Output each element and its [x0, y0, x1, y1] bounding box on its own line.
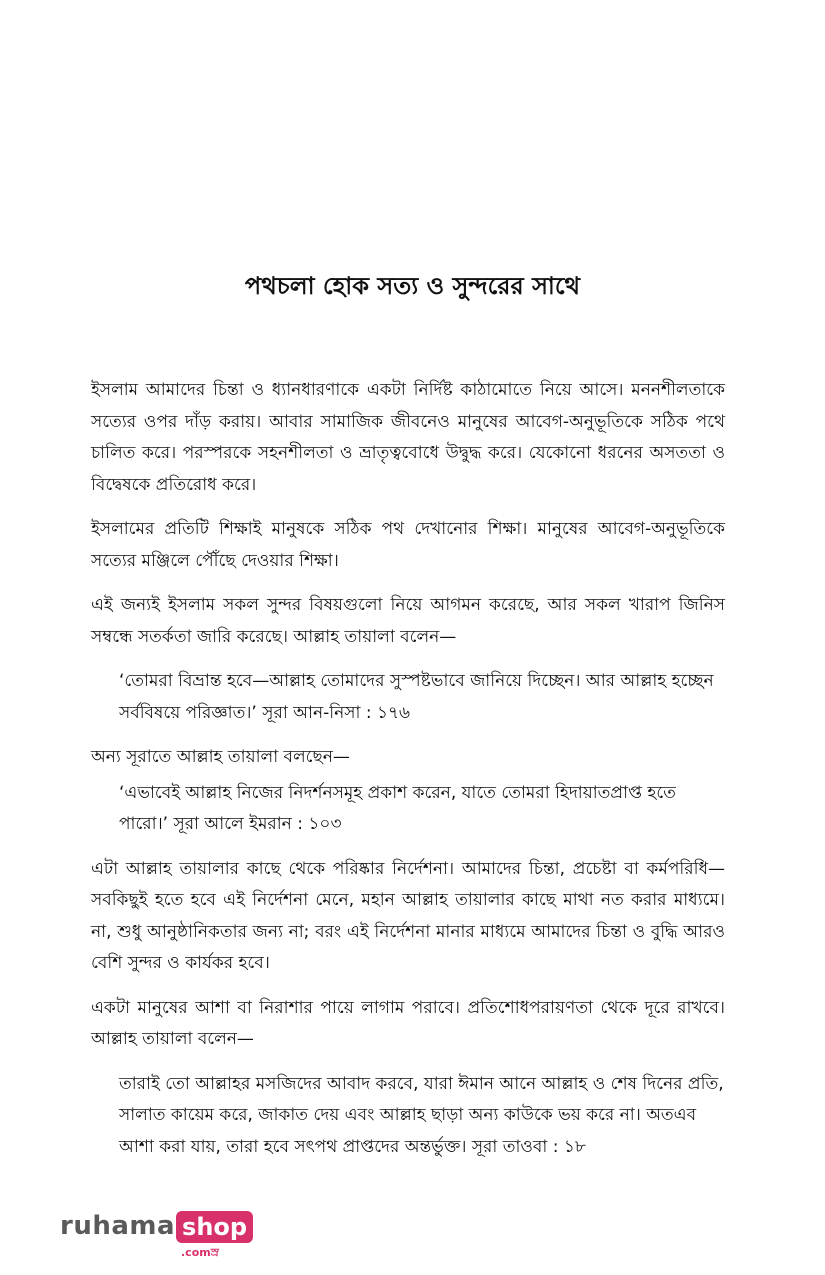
quote-tawbah: তারাই তো আল্লাহর মসজিদের আবাদ করবে, যারা ঈমান আনে আল্লাহ ও শেষ দিনের প্রতি, সালাত কায়েম করে, জাকাত দেয় এবং আল্লাহ ছাড়া অন্য কাউকে ভয় করে না। অতএব আশা করা যায়, তারা হবে সৎপথ প্রাপ্তদের অন্তর্ভুক্ত। সূরা তাওবা : ১৮ — [119, 1073, 724, 1157]
quote-an-nisa: ‘তোমরা বিভ্রান্ত হবে—আল্লাহ তোমাদের সুস্পষ্টভাবে জানিয়ে দিচ্ছেন। আর আল্লাহ হচ্ছেন সর্ববিষয়ে পরিজ্ঞাত।’ সূরা আন-নিসা : ১৭৬ — [119, 671, 714, 723]
paragraph-5: এটা আল্লাহ তায়ালার কাছে থেকে পরিষ্কার নির্দেশনা। আমাদের চিন্তা, প্রচেষ্টা বা কর্মপরিধি—সবকিছুই হতে হবে এই নির্দেশনা মেনে, মহান আল্লাহ তায়ালার কাছে মাথা নত করার মাধ্যমে। না, শুধু আনুষ্ঠানিকতার জন্য না; বরং এই নির্দেশনা মানার মাধ্যমে আমাদের চিন্তা ও বুদ্ধি আরও বেশি সুন্দর ও কার্যকর হবে। — [91, 858, 725, 973]
logo-brand-text: ruhama — [60, 1211, 176, 1241]
paragraph-2: ইসলামের প্রতিটি শিক্ষাই মানুষকে সঠিক পথ দেখানোর শিক্ষা। মানুষের আবেগ-অনুভূতিকে সত্যের মঞ্জিলে পৌঁছে দেওয়ার শিক্ষা। — [91, 519, 726, 571]
paragraph-3: এই জন্যই ইসলাম সকল সুন্দর বিষয়গুলো নিয়ে আগমন করেছে, আর সকল খারাপ জিনিস সম্বন্ধে সতর্কতা জারি করেছে। আল্লাহ তায়ালা বলেন— — [91, 595, 725, 647]
chapter-body — [91, 375, 725, 1176]
paragraph-4: অন্য সূরাতে আল্লাহ তায়ালা বলছেন— — [91, 747, 350, 767]
logo-shop-badge: shop — [176, 1211, 253, 1243]
paragraph-1: ইসলাম আমাদের চিন্তা ও ধ্যানধারণাকে একটা নির্দিষ্ট কাঠামোতে নিয়ে আসে। মননশীলতাকে সত্যের ওপর দাঁড় করায়। আবার সামাজিক জীবনেও মানুষের আবেগ-অনুভূতিকে সঠিক পথে চালিত করে। পরস্পরকে সহনশীলতা ও ভ্রাতৃত্ববোধে উদ্বুদ্ধ করে। যেকোনো ধরনের অসততা ও বিদ্বেষকে প্রতিরোধ করে। — [91, 380, 725, 495]
paragraph-6: একটা মানুষের আশা বা নিরাশার পায়ে লাগাম পরাবে। প্রতিশোধপরায়ণতা থেকে দূরে রাখবে। আল্লাহ তায়ালা বলেন— — [91, 997, 725, 1049]
quote-ale-imran: ‘এভাবেই আল্লাহ নিজের নিদর্শনসমূহ প্রকাশ করেন, যাতে তোমরা হিদায়াতপ্রাপ্ত হতে পারো।’ সূরা আলে ইমরান : ১০৩ — [119, 782, 676, 834]
logo-domain-text: .comস্র — [181, 1246, 219, 1259]
chapter-title: পথচলা হোক সত্য ও সুন্দরের সাথে — [244, 272, 581, 301]
ruhama-shop-logo — [60, 1211, 253, 1261]
